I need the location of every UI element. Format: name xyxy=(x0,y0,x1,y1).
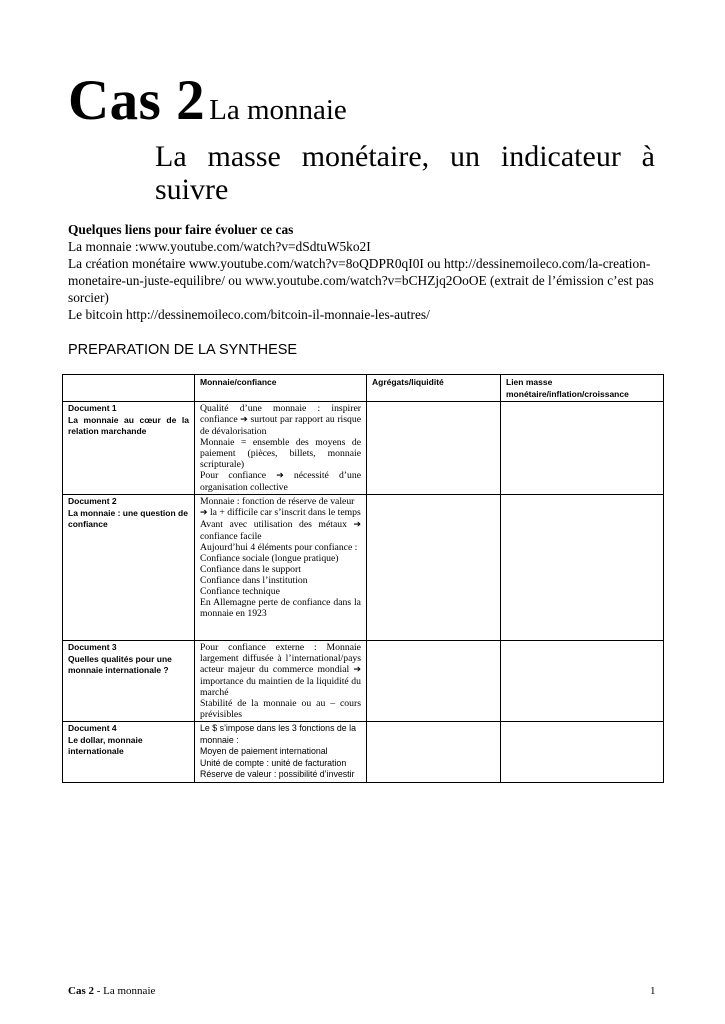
arrow-right-icon: ➔ xyxy=(276,471,284,481)
cell-line: confiance facile xyxy=(200,531,262,542)
doc-number: Document 4 xyxy=(68,723,117,733)
agregats-cell xyxy=(367,402,501,495)
cell-line: Aujourd’hui 4 éléments pour confiance : xyxy=(200,542,358,553)
lien-masse-cell xyxy=(501,722,664,783)
arrow-right-icon: ➔ xyxy=(240,415,248,425)
doc-title: La monnaie au cœur de la relation marchande xyxy=(68,414,189,436)
cell-line: Stabilité de la monnaie ou au – cours prévisibles xyxy=(200,698,361,720)
agregats-cell xyxy=(367,722,501,783)
section-title: PREPARATION DE LA SYNTHESE xyxy=(68,342,298,358)
cell-line: la + difficile car s’inscrit dans le temps xyxy=(209,507,361,518)
doc-label-cell xyxy=(63,641,195,722)
cell-line: Avant avec utilisation des métaux xyxy=(200,519,347,530)
page-subtitle: La masse monétaire, un indicateur à suivre xyxy=(155,140,655,206)
footer-cas: Cas 2 xyxy=(68,985,94,997)
arrow-right-icon: ➔ xyxy=(353,520,361,530)
cell-line: Moyen de paiement international xyxy=(200,746,328,757)
header-cell-lien-masse: Lien masse monétaire/inflation/croissance xyxy=(501,375,664,402)
table-row xyxy=(63,722,664,783)
doc-title: La monnaie : une question de confiance xyxy=(68,507,188,529)
table-row xyxy=(63,641,664,722)
table-header-row xyxy=(63,375,664,402)
links-section xyxy=(68,221,658,323)
cell-line: Monnaie = ensemble des moyens de paiement (pièces, billets, monnaie scripturale) xyxy=(200,437,361,470)
cell-line: nécessité d’une organisation collective xyxy=(200,470,362,493)
lien-masse-cell xyxy=(501,641,664,722)
doc-label-cell xyxy=(63,402,195,495)
monnaie-confiance-cell xyxy=(195,402,367,495)
cell-line: En Allemagne perte de confiance dans la monnaie en 1923 xyxy=(200,597,361,619)
cas-subject: La monnaie xyxy=(209,94,347,126)
doc-title: Le dollar, monnaie internationale xyxy=(68,734,143,756)
doc-label-cell xyxy=(63,722,195,783)
doc-number: Document 1 xyxy=(68,403,117,413)
synthesis-table xyxy=(62,374,664,783)
footer-subject: - La monnaie xyxy=(93,985,156,997)
cell-line: Confiance technique xyxy=(200,586,280,597)
arrow-right-icon: ➔ xyxy=(200,508,208,518)
cell-line: surtout par rapport au risque de dévalorisation xyxy=(200,414,362,437)
link-line-creation: La création monétaire www.youtube.com/watch?v=8oQDPR0qI0I ou http://dessinemoileco.com/la-creation-monetaire-un-juste-equilibre/ ou www.youtube.com/watch?v=bCHZjq2OoOE (extrait de l’émission c’est pas sorcier) xyxy=(68,256,654,305)
cell-line: Réserve de valeur : possibilité d’investir xyxy=(200,769,355,780)
cell-line: Pour confiance externe : Monnaie largement diffusée à l’international/pays acteur majeur du commerce mondial xyxy=(200,642,361,675)
monnaie-confiance-cell xyxy=(195,641,367,722)
doc-title: Quelles qualités pour une monnaie internationale ? xyxy=(68,653,172,675)
links-heading: Quelques liens pour faire évoluer ce cas xyxy=(68,222,294,237)
header-cell-empty xyxy=(63,375,195,402)
table-row xyxy=(63,495,664,641)
cell-line: Monnaie : fonction de réserve de valeur xyxy=(200,496,355,507)
link-line-monnaie: La monnaie :www.youtube.com/watch?v=dSdtuW5ko2I xyxy=(68,239,371,254)
page-number: 1 xyxy=(650,985,656,997)
cell-line: Le $ s’impose dans les 3 fonctions de la monnaie : xyxy=(200,723,356,745)
doc-number: Document 2 xyxy=(68,496,117,506)
cell-line: Confiance dans l’institution xyxy=(200,575,308,586)
agregats-cell xyxy=(367,641,501,722)
header-cell-monnaie-confiance: Monnaie/confiance xyxy=(195,375,367,402)
doc-label-cell xyxy=(63,495,195,641)
cell-line: Pour confiance xyxy=(200,470,267,481)
header-cell-agregats: Agrégats/liquidité xyxy=(367,375,501,402)
cell-line: Confiance dans le support xyxy=(200,564,301,575)
table-row xyxy=(63,402,664,495)
cell-line: Qualité d’une monnaie : inspirer confiance xyxy=(200,403,361,425)
footer-title xyxy=(68,985,155,997)
monnaie-confiance-cell xyxy=(195,495,367,641)
lien-masse-cell xyxy=(501,402,664,495)
agregats-cell xyxy=(367,495,501,641)
monnaie-confiance-cell xyxy=(195,722,367,783)
doc-number: Document 3 xyxy=(68,642,117,652)
page-title xyxy=(68,69,347,132)
link-line-bitcoin: Le bitcoin http://dessinemoileco.com/bitcoin-il-monnaie-les-autres/ xyxy=(68,307,430,322)
cell-line: importance du maintien de la liquidité du marché xyxy=(200,676,361,698)
cas-number: Cas 2 xyxy=(68,69,206,132)
arrow-right-icon: ➔ xyxy=(353,665,362,675)
lien-masse-cell xyxy=(501,495,664,641)
cell-line: Confiance sociale (longue pratique) xyxy=(200,553,339,564)
cell-line: Unité de compte : unité de facturation xyxy=(200,757,347,768)
